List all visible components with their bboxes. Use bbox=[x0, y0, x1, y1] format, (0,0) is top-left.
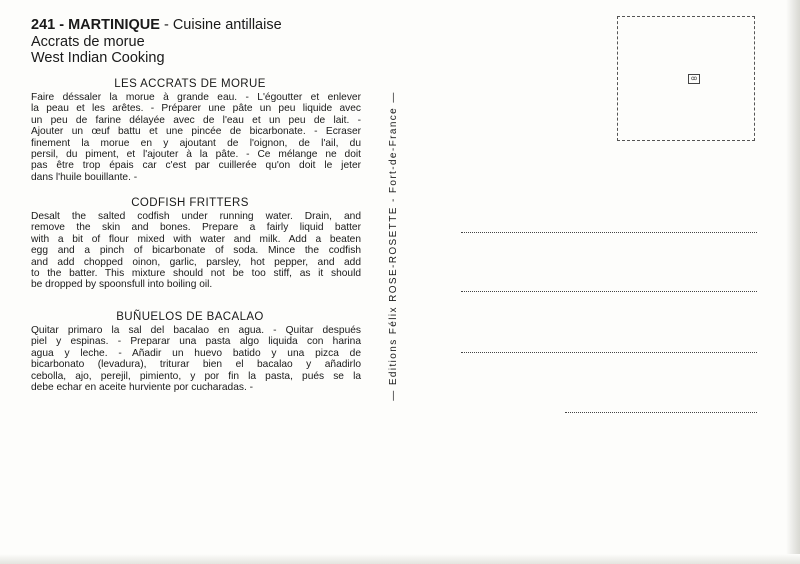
french-section-title: LES ACCRATS DE MORUE bbox=[114, 78, 266, 90]
recipe-line: dans l'huile bouillante. - bbox=[31, 171, 138, 183]
recipe-line: agua y leche. - Añadir un huevo batido y una pizca de bbox=[31, 347, 361, 359]
dish-name-english: West Indian Cooking bbox=[31, 50, 165, 66]
header-dash: - bbox=[55, 17, 69, 33]
address-line-2 bbox=[461, 291, 757, 292]
recipe-line: persil, du piment, et l'ajouter à la pâte. - Ce mélange ne doit bbox=[31, 149, 361, 161]
recipe-line: to the batter. This mixture should not be too stiff, as it should bbox=[31, 268, 361, 280]
header-sep: - bbox=[159, 17, 173, 33]
address-line-3 bbox=[461, 352, 757, 353]
header-title-line bbox=[31, 17, 282, 34]
spanish-section-title: BUÑUELOS DE BACALAO bbox=[116, 311, 264, 323]
card-edge-shadow-bottom bbox=[0, 554, 800, 564]
recipe-line: piel y espinas. - Preparar una pasta algo liquida con harina bbox=[31, 336, 361, 348]
address-line-4 bbox=[565, 412, 757, 413]
card-header bbox=[31, 17, 282, 67]
recipe-line: pas être trop épais car c'est par cuillerée qu'on doit le jeter bbox=[31, 160, 361, 172]
recipe-line: remove the skin and bones. Prepare a fairly liquid batter bbox=[31, 222, 361, 234]
recipe-line: bicarbonato (levadura), triturar bien el bacalao y añadirlo bbox=[31, 359, 361, 371]
publisher-imprint: — Editions Félix ROSE-ROSETTE - Fort-de-France — bbox=[388, 91, 399, 401]
recipe-line: finement la morue en y ajoutant de l'oignon, de l'ail, du bbox=[31, 137, 361, 149]
address-line-1 bbox=[461, 232, 757, 233]
recipe-line: egg and a pinch of bicarbonate of soda. Mince the codfish bbox=[31, 245, 361, 257]
recipe-line: with a bit of flour mixed with water and milk. Add a beaten bbox=[31, 233, 361, 245]
recipe-line: Ajouter un œuf battu et une pincée de bicarbonate. - Ecraser bbox=[31, 126, 361, 138]
recipe-line: debe echar en aceite hurviente por cucharadas. - bbox=[31, 382, 254, 394]
recipe-line: cebolla, ajo, perejil, pimiento, y por fin la pasta, pués se la bbox=[31, 370, 361, 382]
stamp-mark-icon: ꝏ bbox=[688, 74, 700, 84]
card-location: MARTINIQUE bbox=[68, 17, 160, 33]
english-recipe bbox=[31, 211, 361, 291]
recipe-line: Quitar primaro la sal del bacalao en agua. - Quitar después bbox=[31, 325, 361, 336]
recipe-line: la peau et les arêtes. - Préparer une pâte un peu liquide avec bbox=[31, 103, 361, 115]
recipe-line: Faire déssaler la morue à grande eau. - L'égoutter et enlever bbox=[31, 92, 361, 103]
card-region: Cuisine antillaise bbox=[172, 17, 282, 33]
recipe-line: Desalt the salted codfish under running water. Drain, and bbox=[31, 211, 361, 222]
stamp-box bbox=[617, 16, 755, 141]
card-number: 241 bbox=[31, 17, 56, 33]
recipe-line: un peu de farine délayée avec de l'eau et un peu de lait. - bbox=[31, 114, 361, 126]
french-recipe bbox=[31, 92, 361, 183]
english-section-title: CODFISH FRITTERS bbox=[131, 197, 249, 209]
recipe-line: and add chopped oinon, garlic, parsley, hot pepper, and add bbox=[31, 256, 361, 268]
recipe-line: be dropped by spoonsfull into boiling oil. bbox=[31, 279, 213, 291]
spanish-recipe bbox=[31, 325, 361, 393]
card-edge-shadow-right bbox=[786, 0, 800, 564]
dish-name-french: Accrats de morue bbox=[31, 33, 145, 50]
